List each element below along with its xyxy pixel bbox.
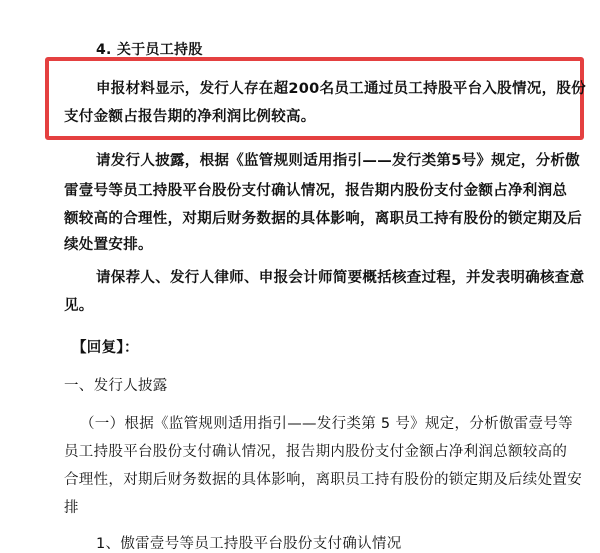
section-heading-text: 4. 关于员工持股: [96, 42, 203, 58]
verification-line-2: 见。: [64, 298, 94, 314]
sub-paragraph-line-4: 排: [64, 500, 79, 516]
section-one-title: 一、发行人披露: [64, 378, 168, 394]
request-line-1: 请发行人披露，根据《监管规则适用指引——发行类第5号》规定，分析傲: [96, 153, 580, 169]
highlight-box: [45, 57, 584, 140]
section-heading-partial: [96, 41, 203, 58]
sub-paragraph-line-2: 员工持股平台股份支付确认情况，报告期内股份支付金额占净利润总额较高的: [64, 444, 568, 460]
request-line-3: 额较高的合理性，对期后财务数据的具体影响，离职员工持有股份的锁定期及后: [64, 211, 582, 227]
request-line-4: 续处置安排。: [64, 237, 153, 253]
reply-label: 【回复】：: [72, 340, 139, 356]
bottom-line-text: 1、傲雷壹号等员工持股平台股份支付确认情况: [96, 536, 402, 552]
sub-paragraph-line-1: （一）根据《监管规则适用指引——发行类第 5 号》规定，分析傲雷壹号等: [80, 416, 573, 432]
verification-line-1: 请保荐人、发行人律师、申报会计师简要概括核查过程，并发表明确核查意: [96, 270, 585, 286]
highlight-line-2: 支付金额占报告期的净利润比例较高。: [64, 109, 316, 125]
highlight-line-1: 申报材料显示，发行人存在超200名员工通过员工持股平台入股情况，股份: [96, 81, 586, 97]
request-line-2: 雷壹号等员工持股平台股份支付确认情况，报告期内股份支付金额占净利润总: [64, 183, 568, 199]
bottom-line-partial: [96, 529, 402, 552]
sub-paragraph-line-3: 合理性，对期后财务数据的具体影响，离职员工持有股份的锁定期及后续处置安: [64, 472, 582, 488]
